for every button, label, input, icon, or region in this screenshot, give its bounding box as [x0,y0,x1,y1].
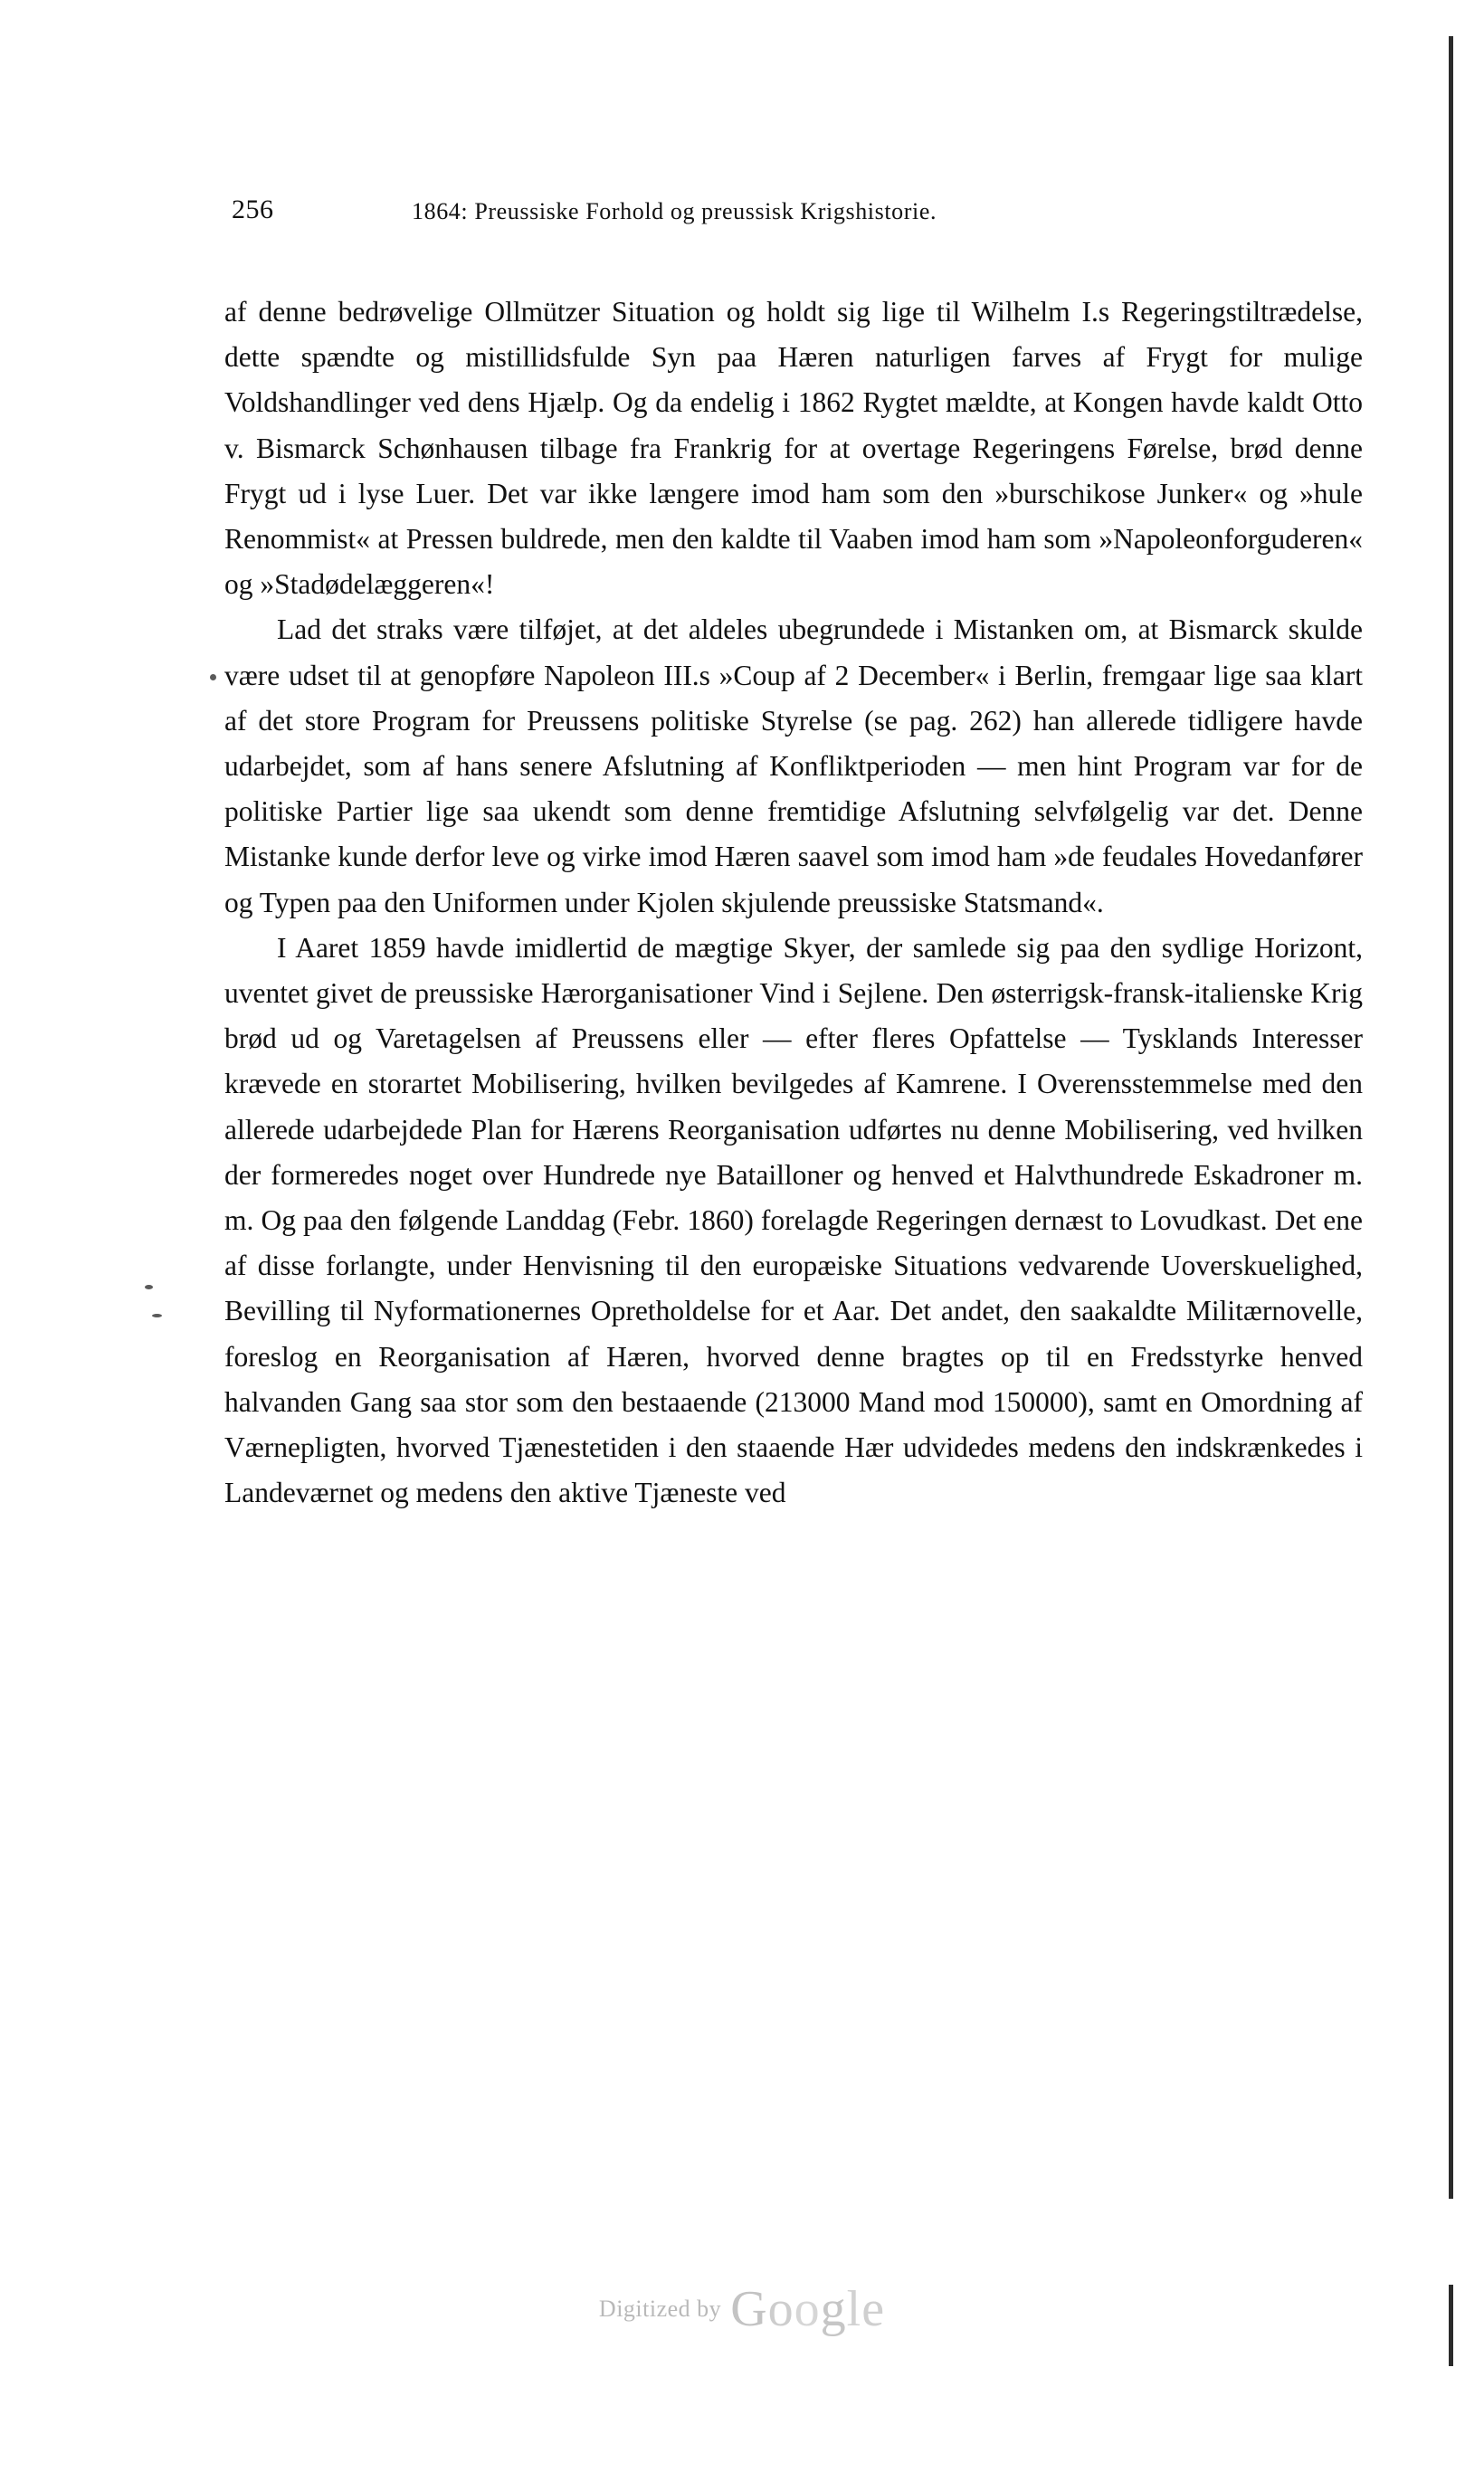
running-head: 1864: Preussiske Forhold og preussisk Krigshistorie. [412,198,937,224]
page-body [224,290,1363,1516]
page-header [0,195,1430,240]
scan-speck [152,1314,162,1317]
google-wordmark: Google [730,2281,886,2337]
scan-speck [145,1285,153,1289]
page-footer [0,2280,1484,2338]
paragraph: I Aaret 1859 havde imidlertid de mægtige Skyer, der samlede sig paa den sydlige Horizont, uventet givet de preussiske Hærorganisationer Vind i Sejlene. Den østerrigsk-fransk-italienske Krig brød ud og Varetagelsen af Preussens eller — efter fleres Opfattelse — Tysklands Interesser krævede en storartet Mobilisering, hvilken bevilgedes af Kamrene. I Overensstemmelse med den allerede udarbejdede Plan for Hærens Reorganisation udførtes nu denne Mobilisering, ved hvilken der formeredes noget over Hundrede nye Batailloner og henved et Halvthundrede Eskadroner m. m. Og paa den følgende Landdag (Febr. 1860) forelagde Regeringen dernæst to Lovudkast. Det ene af disse forlangte, under Henvisning til den europæiske Situations vedvarende Uoverskuelighed, Bevilling til Nyformationernes Opretholdelse for et Aar. Det andet, den saakaldte Militærnovelle, foreslog en Reorganisation af Hæren, hvorved denne bragtes op til en Fredsstyrke henved halvanden Gang saa stor som den bestaaende (213000 Mand mod 150000), samt en Omordning af Værnepligten, hvorved Tjænestetiden i den staaende Hær udvidedes medens den indskrænkedes i Landeværnet og medens den aktive Tjæneste ved [224,931,1363,1509]
scan-speck [210,674,216,680]
scan-edge-shadow [1449,36,1453,2199]
digitized-by-label: Digitized by [598,2296,722,2322]
paragraph: af denne bedrøvelige Ollmützer Situation og holdt sig lige til Wilhelm I.s Regeringstiltrædelse, dette spændte og mistillidsfulde Syn paa Hæren naturligen farves af Frygt for mulige Voldshandlinger ved dens Hjælp. Og da endelig i 1862 Rygtet mældte, at Kongen havde kaldt Otto v. Bismarck Schønhausen tilbage fra Frankrig for at overtage Regeringens Førelse, brød denne Frygt ud i lyse Luer. Det var ikke længere imod ham som den »burschikose Junker« og »hule Renommist« at Pressen buldrede, men den kaldte til Vaaben imod ham som »Napoleonforguderen« og »Stadødelæggeren«! [224,296,1363,601]
page-number: 256 [232,195,274,224]
paragraph: Lad det straks være tilføjet, at det aldeles ubegrundede i Mistanken om, at Bismarck skulde være udset til at genopføre Napoleon III.s »Coup af 2 December« i Berlin, fremgaar lige saa klart af det store Program for Preussens politiske Styrelse (se pag. 262) han allerede tidligere havde udarbejdet, som af hans senere Afslutning af Konfliktperioden — men hint Program var for de politiske Partier lige saa ukendt som denne fremtidige Afslutning selvfølgelig var det. Denne Mistanke kunde derfor leve og virke imod Hæren saavel som imod ham »de feudales Hovedanfører og Typen paa den Uniformen under Kjolen skjulende preussiske Statsmand«. [224,613,1363,918]
scan-edge [1448,0,1484,2472]
